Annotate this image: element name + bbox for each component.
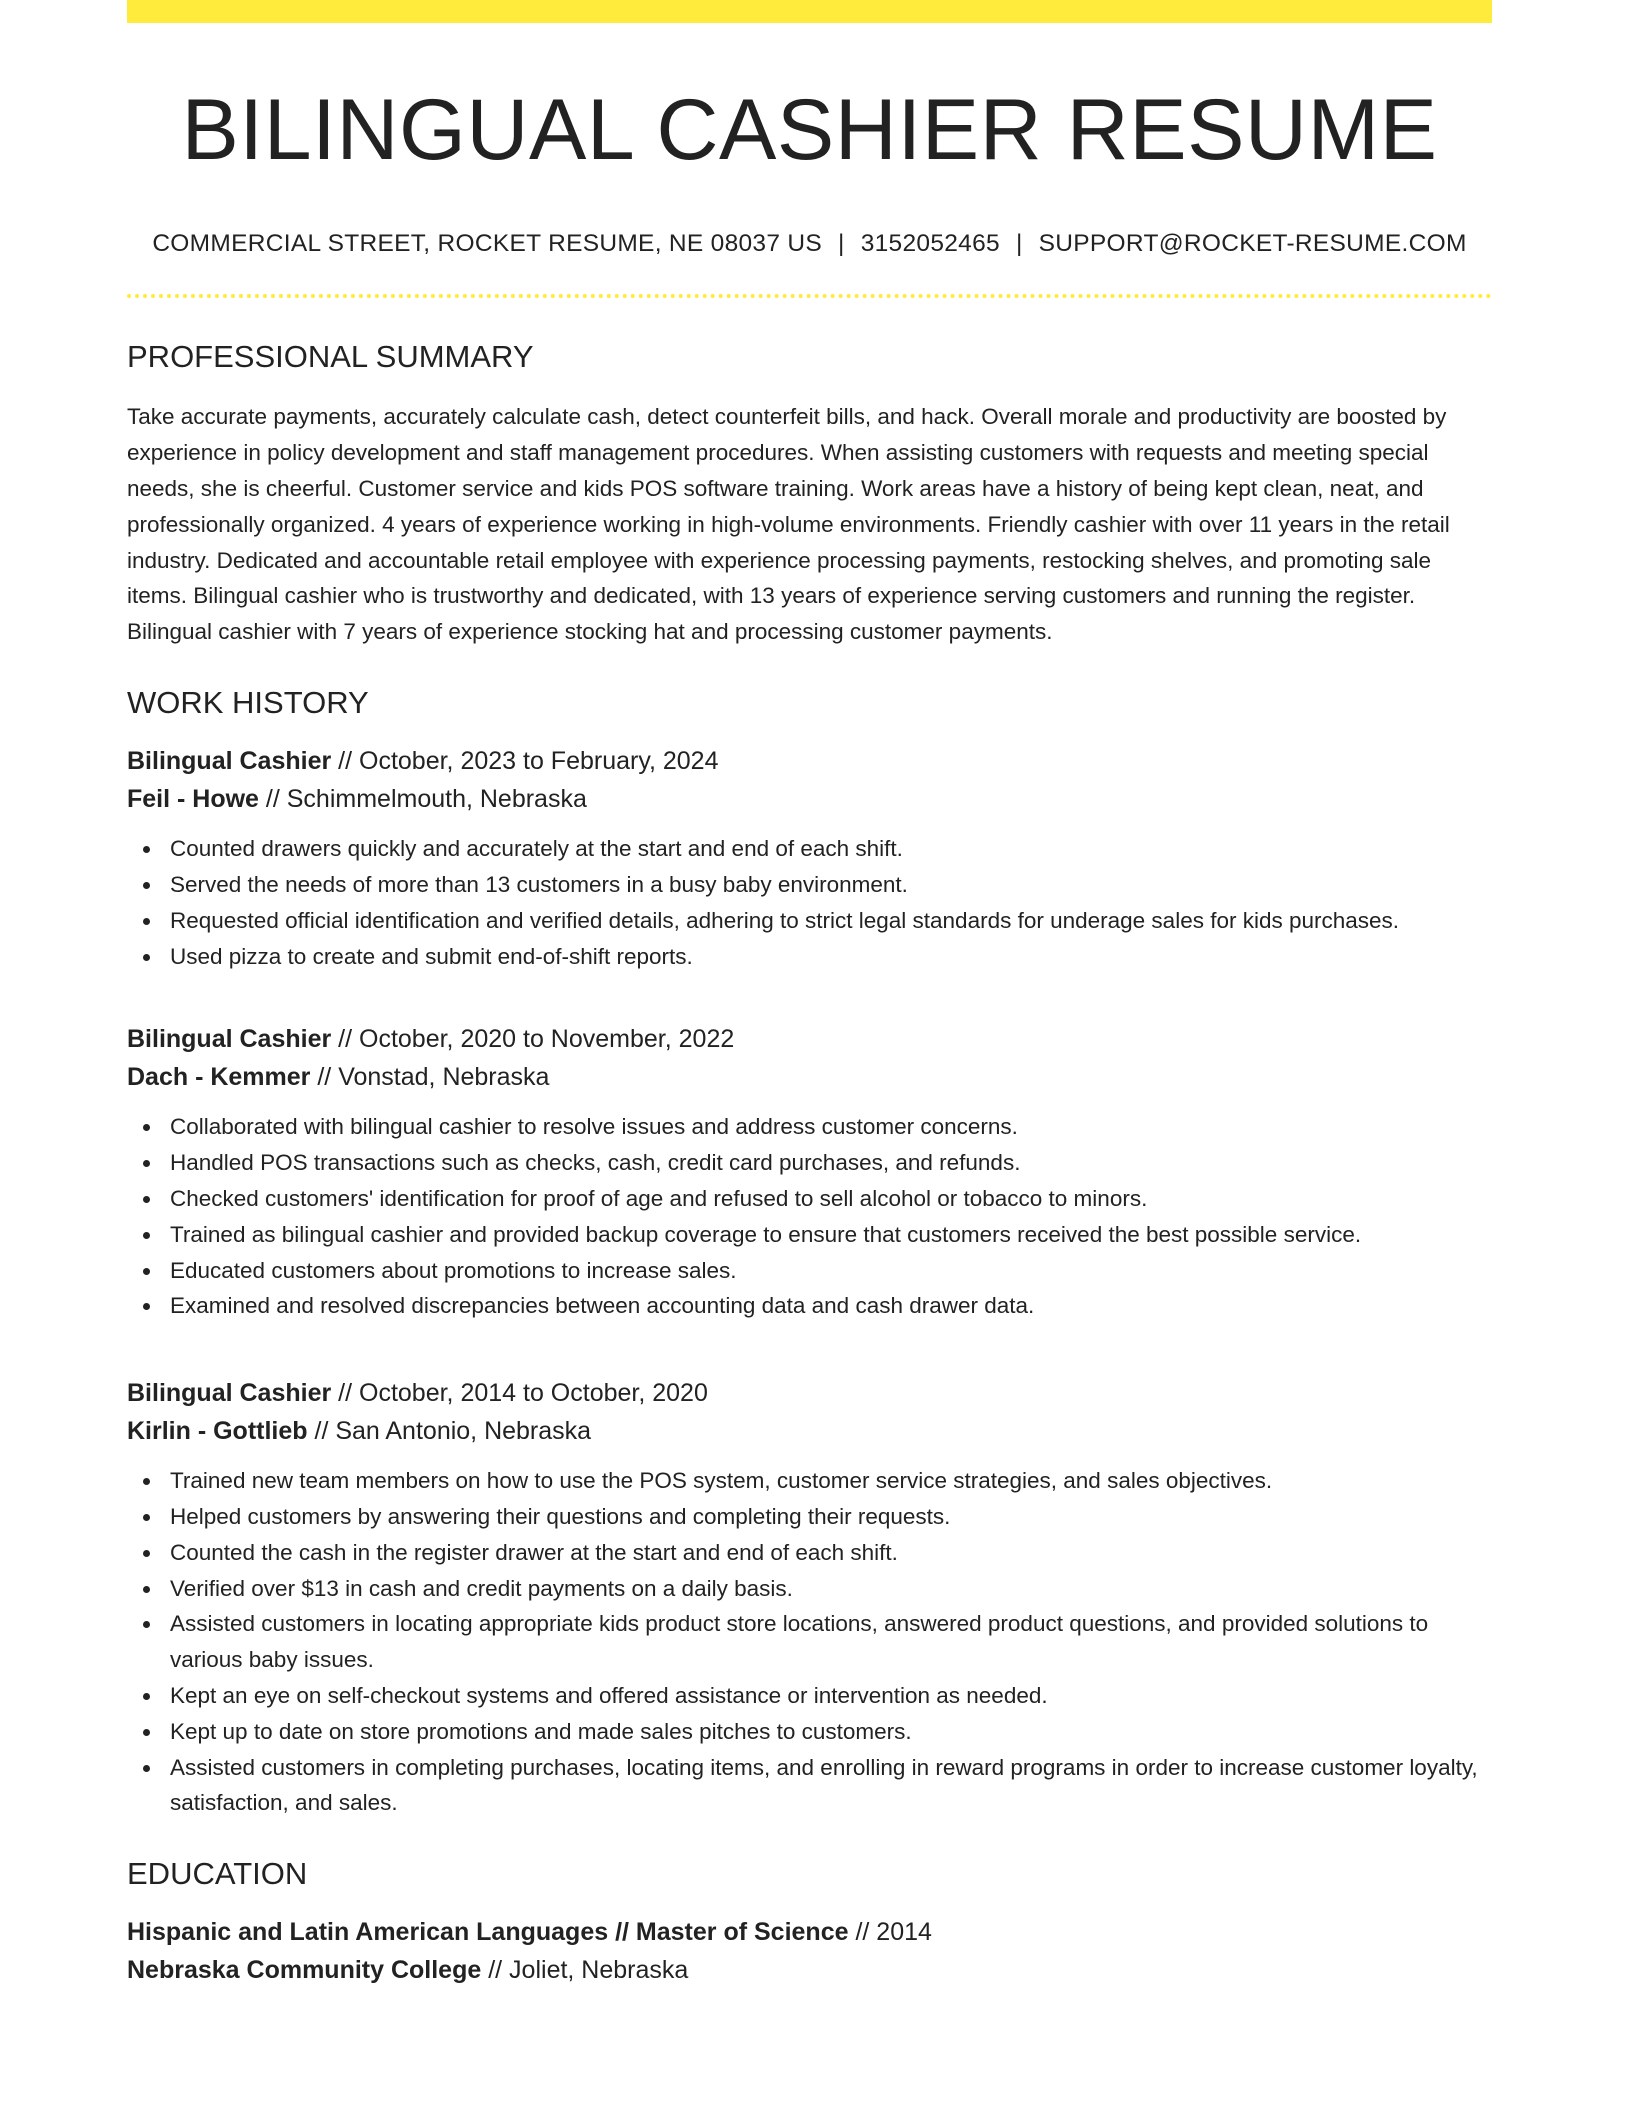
bullet-dot-icon [143,918,150,925]
job-bullet-text: Assisted customers in completing purchases, locating items, and enrolling in reward programs in order to increase customer loyalty, satisfaction, and sales. [170,1754,1478,1816]
job-bullet [127,1145,1492,1181]
job-bullet-text: Trained new team members on how to use the POS system, customer service strategies, and sales objectives. [170,1468,1273,1494]
bullet-dot-icon [143,1232,150,1239]
job-dates: // October, 2014 to October, 2020 [338,1379,708,1408]
summary-text: Take accurate payments, accurately calculate cash, detect counterfeit bills, and hack. Overall morale and productivity are boosted by experience in policy development and staff management procedures. When assisting customers with requests and meeting special needs, she is cheerful. Customer service and kids POS software training. Work areas have a history of being kept clean, neat, and professionally organized. 4 years of experience working in high-volume environments. Friendly cashier with over 11 years in the retail industry. Dedicated and accountable retail employee with experience processing payments, restocking shelves, and promoting sale items. Bilingual cashier who is trustworthy and dedicated, with 13 years of experience serving customers and running the register. Bilingual cashier with 7 years of experience stocking hat and processing customer payments. [127,404,1450,645]
job-list [127,742,1492,1821]
bullet-dot-icon [143,1729,150,1736]
job-bullet-text: Trained as bilingual cashier and provided backup coverage to ensure that customers received the best possible service. [170,1221,1362,1247]
contact-separator: | [1015,229,1023,257]
job-bullet-text: Requested official identification and verified details, adhering to strict legal standards for underage sales for kids purchases. [170,907,1400,933]
job-dates: // October, 2023 to February, 2024 [338,747,719,776]
job-bullet [127,1288,1492,1324]
education-degree-line [127,1913,1492,1951]
contact-phone: 3152052465 [860,229,1000,257]
job-bullet [127,1606,1492,1678]
bullet-dot-icon [143,1268,150,1275]
job-title: Bilingual Cashier [127,747,332,776]
education-section [127,1855,1492,1989]
job-company: Feil - Howe [127,785,259,814]
job-bullet-text: Verified over $13 in cash and credit payments on a daily basis. [170,1575,793,1601]
job-company: Dach - Kemmer [127,1063,311,1092]
job-title: Bilingual Cashier [127,1025,332,1054]
education-school: Nebraska Community College [127,1956,482,1985]
bullet-dot-icon [143,882,150,889]
bullet-dot-icon [143,846,150,853]
accent-top-bar [127,0,1492,23]
job-bullet-text: Educated customers about promotions to increase sales. [170,1257,737,1283]
bullet-dot-icon [143,1160,150,1167]
job-bullet [127,1181,1492,1217]
bullet-dot-icon [143,1693,150,1700]
job-bullet-text: Collaborated with bilingual cashier to resolve issues and address customer concerns. [170,1114,1018,1140]
job-bullet-text: Helped customers by answering their questions and completing their requests. [170,1503,951,1529]
bullet-dot-icon [143,954,150,961]
job-bullet [127,1571,1492,1607]
job-entry [127,1020,1492,1324]
job-bullet-text: Kept up to date on store promotions and made sales pitches to customers. [170,1718,912,1744]
job-bullet-text: Checked customers' identification for proof of age and refused to sell alcohol or tobacco to minors. [170,1186,1148,1211]
job-company: Kirlin - Gottlieb [127,1417,308,1446]
job-location: // Vonstad, Nebraska [317,1063,550,1092]
job-company-line [127,780,1492,818]
job-title-line [127,1020,1492,1058]
job-bullet-list [127,1109,1492,1324]
job-bullet-text: Served the needs of more than 13 customers in a busy baby environment. [170,872,908,898]
job-bullet [127,1109,1492,1145]
job-bullet [127,1499,1492,1535]
bullet-dot-icon [143,1478,150,1485]
contact-address: COMMERCIAL STREET, ROCKET RESUME, NE 08037 US [152,229,823,257]
bullet-dot-icon [143,1765,150,1772]
job-bullet [127,1678,1492,1714]
section-heading-education: EDUCATION [127,1856,308,1892]
work-history-section [127,684,1492,1821]
resume-title: BILINGUAL CASHIER RESUME [181,82,1438,178]
education-year: // 2014 [855,1918,932,1947]
job-bullet-list [127,1463,1492,1821]
bullet-dot-icon [143,1303,150,1310]
bullet-dot-icon [143,1550,150,1557]
bullet-dot-icon [143,1586,150,1593]
job-bullet [127,1535,1492,1571]
contact-email: SUPPORT@ROCKET-RESUME.COM [1038,229,1467,257]
job-bullet [127,831,1492,867]
job-bullet [127,903,1492,939]
job-bullet [127,1253,1492,1289]
job-bullet-text: Kept an eye on self-checkout systems and offered assistance or intervention as needed. [170,1682,1048,1708]
job-location: // Schimmelmouth, Nebraska [265,785,587,814]
education-school-line [127,1951,1492,1989]
job-bullet-text: Used pizza to create and submit end-of-shift reports. [170,943,693,969]
job-company-line [127,1058,1492,1096]
education-location: // Joliet, Nebraska [488,1956,689,1985]
dotted-divider [127,294,1492,298]
professional-summary-section [127,338,1492,650]
job-bullet-text: Examined and resolved discrepancies between accounting data and cash drawer data. [170,1293,1035,1319]
job-company-line [127,1412,1492,1450]
job-bullet [127,1463,1492,1499]
job-title-line [127,742,1492,780]
section-heading-work-history: WORK HISTORY [127,685,369,721]
job-bullet-text: Counted drawers quickly and accurately at the start and end of each shift. [170,836,903,862]
job-bullet [127,939,1492,975]
job-location: // San Antonio, Nebraska [314,1417,592,1446]
resume-page [127,0,1492,1989]
job-title-line [127,1374,1492,1412]
job-bullet-text: Assisted customers in locating appropriate kids product store locations, answered product questions, and provided solutions to various baby issues. [170,1611,1429,1673]
bullet-dot-icon [143,1124,150,1131]
job-bullet [127,867,1492,903]
section-heading-summary: PROFESSIONAL SUMMARY [127,339,534,375]
bullet-dot-icon [143,1621,150,1628]
job-entry [127,1374,1492,1821]
job-bullet-list [127,831,1492,974]
job-entry [127,742,1492,974]
job-bullet-text: Counted the cash in the register drawer at the start and end of each shift. [170,1539,898,1565]
job-title: Bilingual Cashier [127,1379,332,1408]
education-degree: Hispanic and Latin American Languages // Master of Science [127,1918,849,1947]
job-dates: // October, 2020 to November, 2022 [338,1025,735,1054]
job-bullet-text: Handled POS transactions such as checks, cash, credit card purchases, and refunds. [170,1150,1021,1176]
contact-line [127,229,1492,258]
contact-separator: | [838,229,845,257]
bullet-dot-icon [143,1196,150,1203]
bullet-dot-icon [143,1514,150,1521]
job-bullet [127,1217,1492,1253]
job-bullet [127,1750,1492,1822]
job-bullet [127,1714,1492,1750]
